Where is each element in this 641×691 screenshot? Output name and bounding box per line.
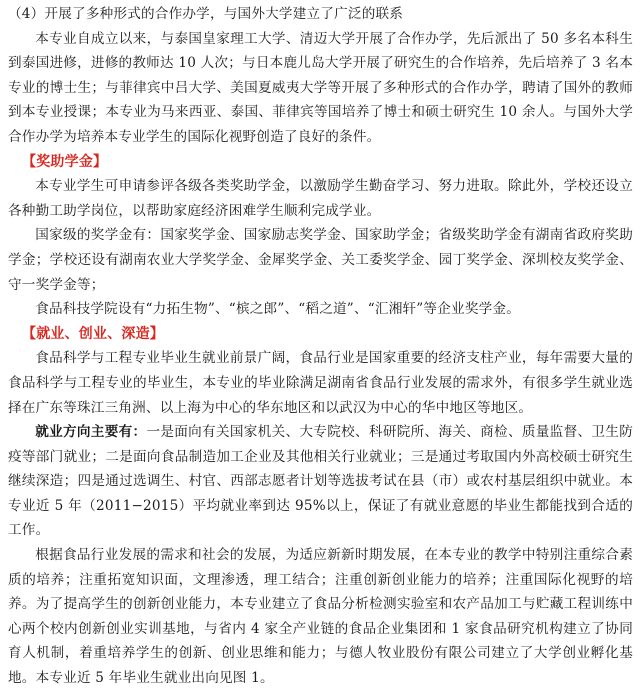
employment-paragraph-2 [8,420,633,543]
scholarship-paragraph-1: 本专业学生可申请参评各级各类奖助学金，以激励学生勤奋学习、努力进取。除此外，学校还设立各种勤工助学岗位，以帮助家庭经济困难学生顺利完成学业。 [8,178,633,219]
scholarship-heading: 【奖助学金】 [22,153,108,170]
employment-directions-text: 一是面向有关国家机关、大专院校、科研院所、海关、商检、质量监督、卫生防疫等部门就业；二是面向食品制造加工企业及其他相关行业就业；三是通过考取国内外高校硕士研究生继续深造；四是通过选调生、村官、西部志愿者计划等选拔考试在县（市）或农村基层组织中就业。本专业近 5 年（2011−2015）平均就业率到达 95%以上，保证了有就业意愿的毕业生都能找到合适的工作。 [8,424,633,539]
cooperation-paragraph: 本专业自成立以来，与泰国皇家理工大学、清迈大学开展了合作办学，先后派出了 50 多名本科生到泰国进修，进修的教师达 10 人次；与日本鹿儿岛大学开展了研究生的合作培养，先后培养了 3 名本专业的博士生；与菲律宾中吕大学、美国夏威夷大学等开展了多种形式的合作办学，聘请了国外的教师到本专业授课；本专业为马来西亚、泰国、菲律宾等国培养了博士和硕士研究生 10 余人。与国外大学合作办学为培养本专业学生的国际化视野创造了良好的条件。 [8,30,633,145]
employment-heading: 【就业、创业、深造】 [22,325,164,342]
scholarship-paragraph-3: 食品科技学院设有“力拓生物”、“槟之郎”、“稻之道”、“汇湘轩”等企业奖学金。 [35,301,520,318]
employment-directions-label: 就业方向主要有： [35,424,147,441]
employment-paragraph-3: 根据食品行业发展的需求和社会的发展，为适应新新时期发展，在本专业的教学中特别注重综合素质的培养；注重拓宽知识面，文理渗透，理工结合；注重创新创业能力的培养；注重国际化视野的培养。为了提高学生的创新创业能力，本专业建立了食品分析检测实验室和农产品加工与贮藏工程训练中心两个校内创新创业实训基地，与省内 4 家全产业链的食品企业集团和 1 家食品研究机构建立了协同育人机制，着重培养学生的创新、创业思维和能力；与德人牧业股份有限公司建立了大学创业孵化基地。本专业近 5 年毕业生就业出向见图 1。 [8,547,633,687]
employment-paragraph-1: 食品科学与工程专业毕业生就业前景广阔，食品行业是国家重要的经济支柱产业，每年需要大量的食品科学与工程专业的毕业生，本专业的毕业除满足湖南省食品行业发展的需求外，有很多学生就业选择在广东等珠江三角洲、以上海为中心的华东地区和以武汉为中心的华中地区等地区。 [8,350,633,416]
section-title: （4）开展了多种形式的合作办学，与国外大学建立了广泛的联系 [8,6,404,22]
scholarship-paragraph-2: 国家级的奖学金有：国家奖学金、国家励志奖学金、国家助学金；省级奖助学金有湖南省政府奖助学金；学校还设有湖南农业大学奖学金、金犀奖学金、关工委奖学金、园丁奖学金、深圳校友奖学金、守一奖学金等； [8,227,633,293]
